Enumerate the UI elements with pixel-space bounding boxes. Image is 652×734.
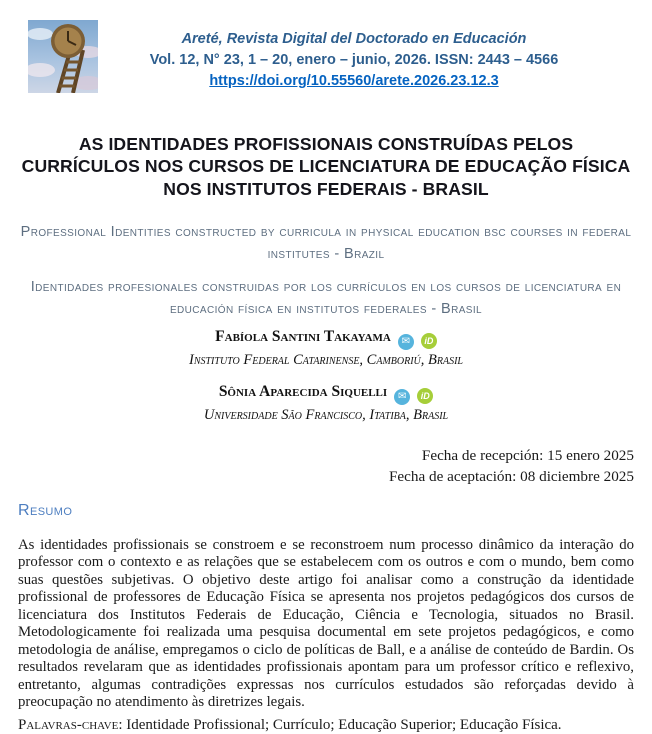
email-icon[interactable] — [398, 334, 414, 350]
email-icon[interactable] — [394, 389, 410, 405]
journal-header — [18, 0, 634, 95]
abstract-heading: Resumo — [18, 501, 73, 519]
abstract-text: As identidades profissionais se constroem e se reconstroem num processo dinâmico da interação do professor com o contexto e as relações que se estabelecem com os outros e com o mundo, bem como suas questões subjetivas. O objetivo deste artigo foi analisar como a construção da identidade profissional de professores de Educação Física se apresenta nos projetos pedagógicos dos cursos de licenciatura dos Institutos Federais de Educação, Ciência e Tecnologia, situados no Brasil. Metodologicamente foi realizada uma pesquisa documental em sete projetos pedagógicos, e como metodologia de análise, empregamos o ciclo de políticas de Ball, e a análise de conteúdo de Bardin. Os resultados revelaram que as identidades profissionais apontam para um professor crítico e reflexivo, entretanto, algumas contradições expressas nos currículos estudados são reforçadas devido à preocupação no atendimento às diretrizes legais. — [18, 536, 634, 711]
journal-name: Areté, Revista Digital del Doctorado en Educación — [181, 31, 527, 47]
article-title-english: Professional Identities constructed by curricula in physical education bsc courses in federal institutes - Brazil — [20, 223, 632, 262]
authors-block — [18, 328, 634, 424]
keywords-line — [18, 716, 634, 734]
envelope-glyph: ✉ — [401, 335, 411, 347]
keywords-label: Palavras-chave: — [18, 716, 123, 733]
doi-link[interactable]: https://doi.org/10.55560/arete.2026.23.12.3 — [209, 73, 499, 89]
author-name: Fabíola Santini Takayama — [215, 327, 391, 345]
article-title: AS IDENTIDADES PROFISSIONAIS CONSTRUÍDAS PELOS CURRÍCULOS NOS CURSOS DE LICENCIATURA DE EDUCAÇÃO FÍSICA NOS INSTITUTOS FEDERAIS - BRASIL — [21, 134, 631, 199]
article-title-spanish: Identidades profesionales construidas por los currículos en los cursos de licenciatura en educación física en institutos federales - Brasil — [30, 278, 622, 317]
keywords-text: Identidade Profissional; Currículo; Educação Superior; Educação Física. — [126, 716, 562, 733]
clock-ladder-painting-icon — [28, 20, 98, 93]
author-row — [18, 328, 634, 350]
orcid-glyph: iD — [424, 335, 434, 346]
dates-block — [18, 445, 634, 487]
orcid-glyph: iD — [420, 390, 430, 401]
orcid-icon[interactable] — [421, 333, 437, 349]
reception-date: Fecha de recepción: 15 enero 2025 — [421, 446, 634, 464]
journal-logo — [28, 20, 98, 93]
author-affiliation: Instituto Federal Catarinense, Camboriú, Brasil — [189, 351, 463, 368]
author-row — [18, 383, 634, 405]
author-affiliation: Universidade São Francisco, Itatiba, Brasil — [203, 406, 449, 423]
journal-header-text — [74, 0, 634, 92]
journal-volume-info: Vol. 12, N° 23, 1 – 20, enero – junio, 2026. ISSN: 2443 – 4566 — [149, 52, 559, 68]
orcid-icon[interactable] — [417, 388, 433, 404]
envelope-glyph: ✉ — [397, 390, 407, 402]
author-name: Sônia Aparecida Siquelli — [218, 382, 388, 400]
acceptance-date: Fecha de aceptación: 08 diciembre 2025 — [388, 467, 634, 485]
